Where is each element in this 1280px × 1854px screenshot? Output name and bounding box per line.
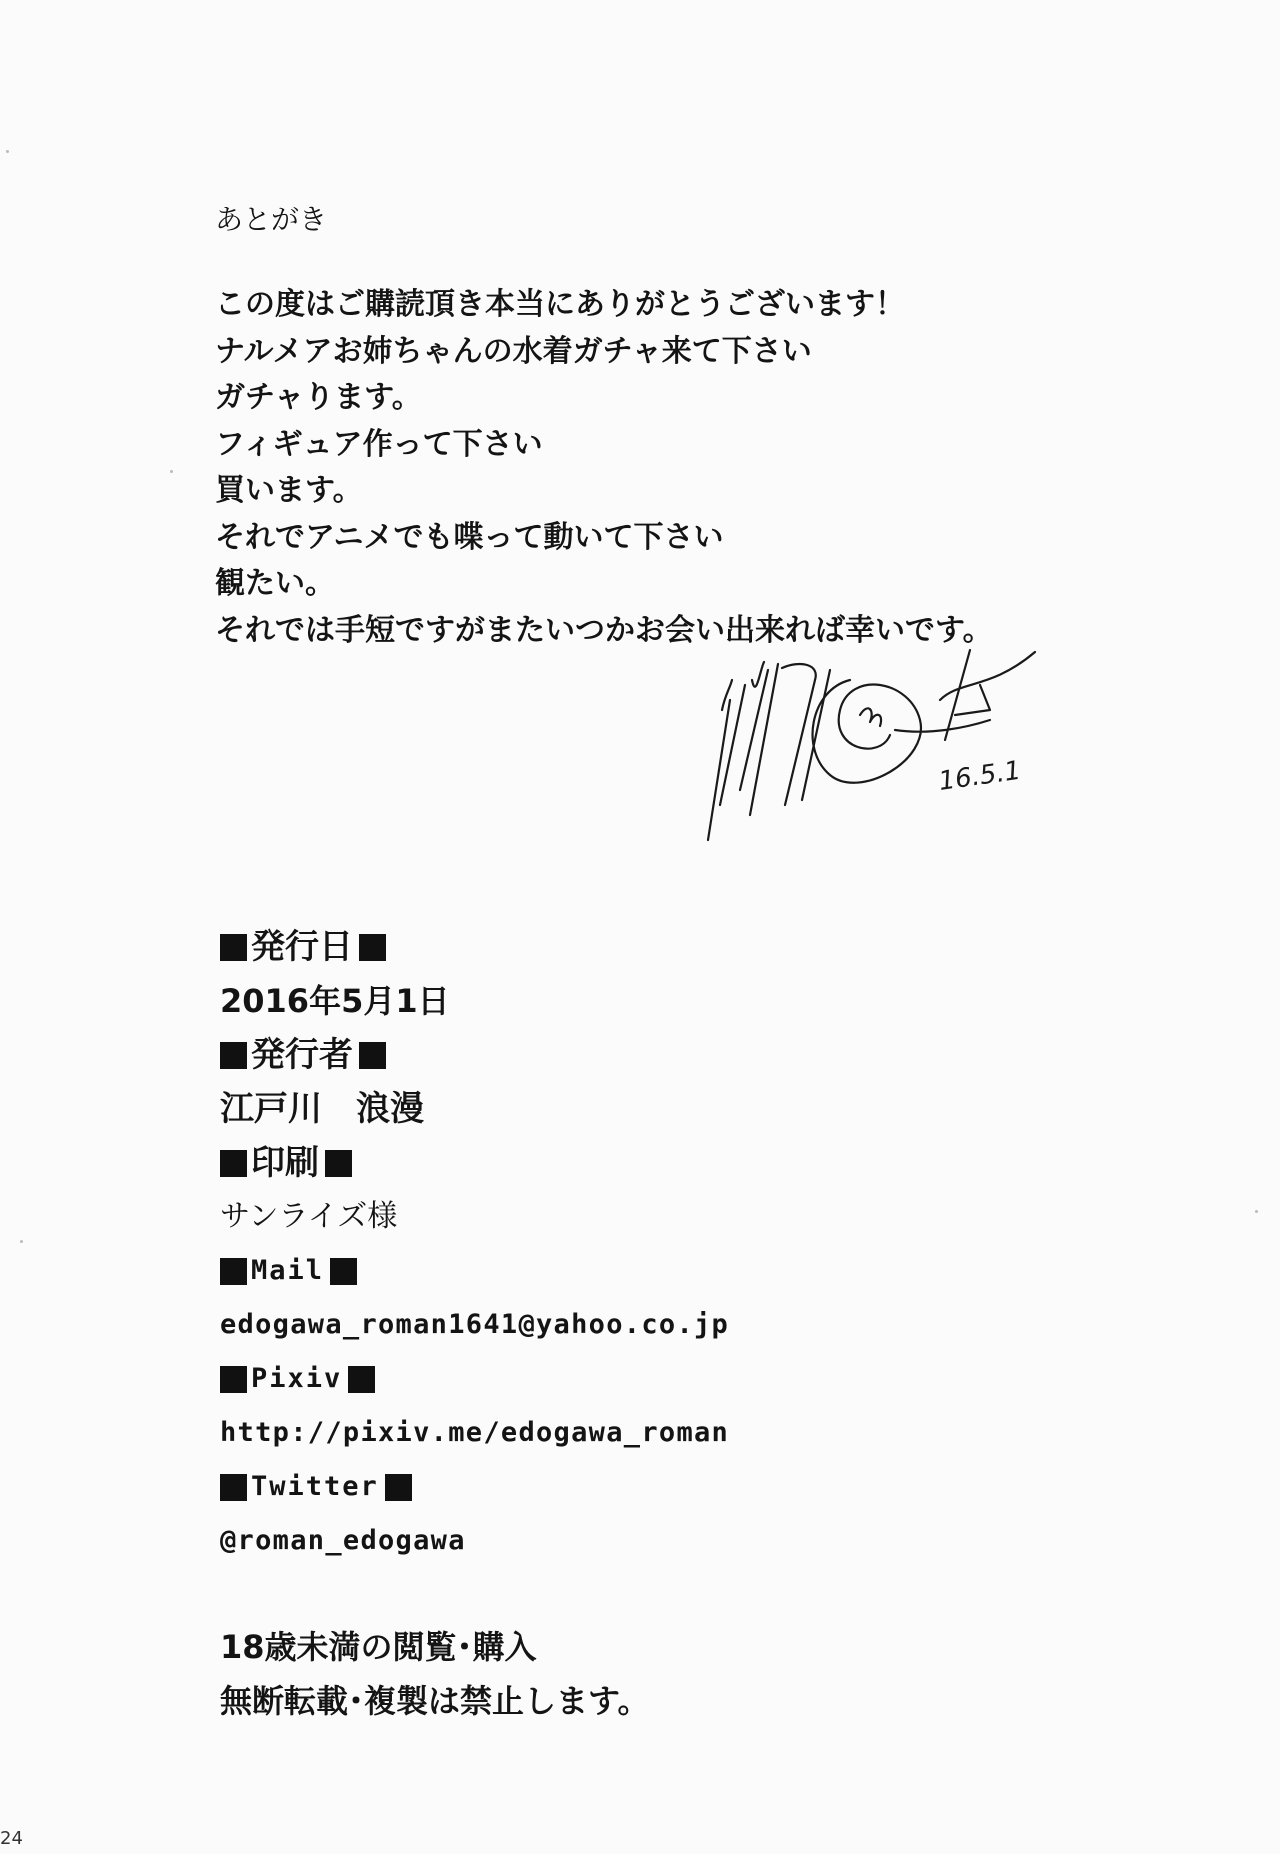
colophon [220, 920, 729, 1568]
signature-date: 16.5.1 [936, 755, 1023, 797]
black-square-icon [385, 1474, 412, 1501]
publish-date-label: 発行日 [220, 920, 729, 974]
signature-stroke [940, 652, 1035, 700]
afterword-line: 買います。 [215, 473, 363, 508]
printer-name: サンライズ様 [220, 1199, 398, 1234]
black-square-icon [330, 1258, 357, 1285]
publisher-name: 江戸川 浪漫 [220, 1089, 424, 1129]
signature-stroke [722, 680, 732, 710]
afterword-line: 観たい。 [215, 566, 335, 601]
publish-date: 2016年5月1日 [220, 982, 450, 1020]
afterword-line: ガチャります。 [215, 380, 422, 415]
black-square-icon [220, 934, 247, 961]
black-square-icon [220, 1042, 247, 1069]
black-square-icon [220, 1258, 247, 1285]
twitter-handle: @roman_edogawa [220, 1525, 466, 1556]
printer-label: 印刷 [220, 1136, 729, 1190]
black-square-icon [359, 934, 386, 961]
signature-stroke [802, 670, 830, 800]
mail-address: edogawa_roman1641@yahoo.co.jp [220, 1309, 730, 1340]
page-number: 24 [0, 1828, 23, 1849]
scan-speck [1255, 1210, 1258, 1213]
age-restriction-text: 18歳未満の閲覧･購入 [220, 1628, 537, 1666]
black-square-icon [348, 1366, 375, 1393]
black-square-icon [220, 1366, 247, 1393]
handwritten-signature [690, 640, 1070, 860]
black-square-icon [359, 1042, 386, 1069]
twitter-label: Twitter [220, 1460, 729, 1514]
signature-stroke [860, 708, 881, 726]
afterword-line: それでは手短ですがまたいつかお会い出来れば幸いです。 [215, 612, 993, 648]
pixiv-url: http://pixiv.me/edogawa_roman [220, 1417, 730, 1448]
black-square-icon [325, 1150, 352, 1177]
signature-stroke [895, 720, 990, 732]
signature-stroke [955, 685, 990, 715]
scan-speck [20, 1240, 23, 1243]
pixiv-label: Pixiv [220, 1352, 729, 1406]
afterword-line: フィギュア作って下さい [215, 426, 543, 462]
signature-stroke [782, 664, 816, 805]
reproduction-notice-text: 無断転載･複製は禁止します。 [220, 1682, 650, 1720]
afterword-line: ナルメアお姉ちゃんの水着ガチャ来て下さい [215, 333, 812, 369]
scan-speck [170, 470, 173, 473]
afterword-line: それでアニメでも喋って動いて下さい [215, 519, 724, 555]
afterword-heading: あとがき [215, 203, 328, 236]
restriction-notice [220, 1620, 649, 1728]
signature-stroke [752, 662, 764, 687]
black-square-icon [220, 1474, 247, 1501]
afterword-section [215, 200, 993, 654]
publisher-label: 発行者 [220, 1028, 729, 1082]
afterword-line: この度はご購読頂き本当にありがとうございます！ [215, 287, 905, 322]
scan-speck [6, 150, 9, 153]
black-square-icon [220, 1150, 247, 1177]
mail-label: Mail [220, 1244, 729, 1298]
